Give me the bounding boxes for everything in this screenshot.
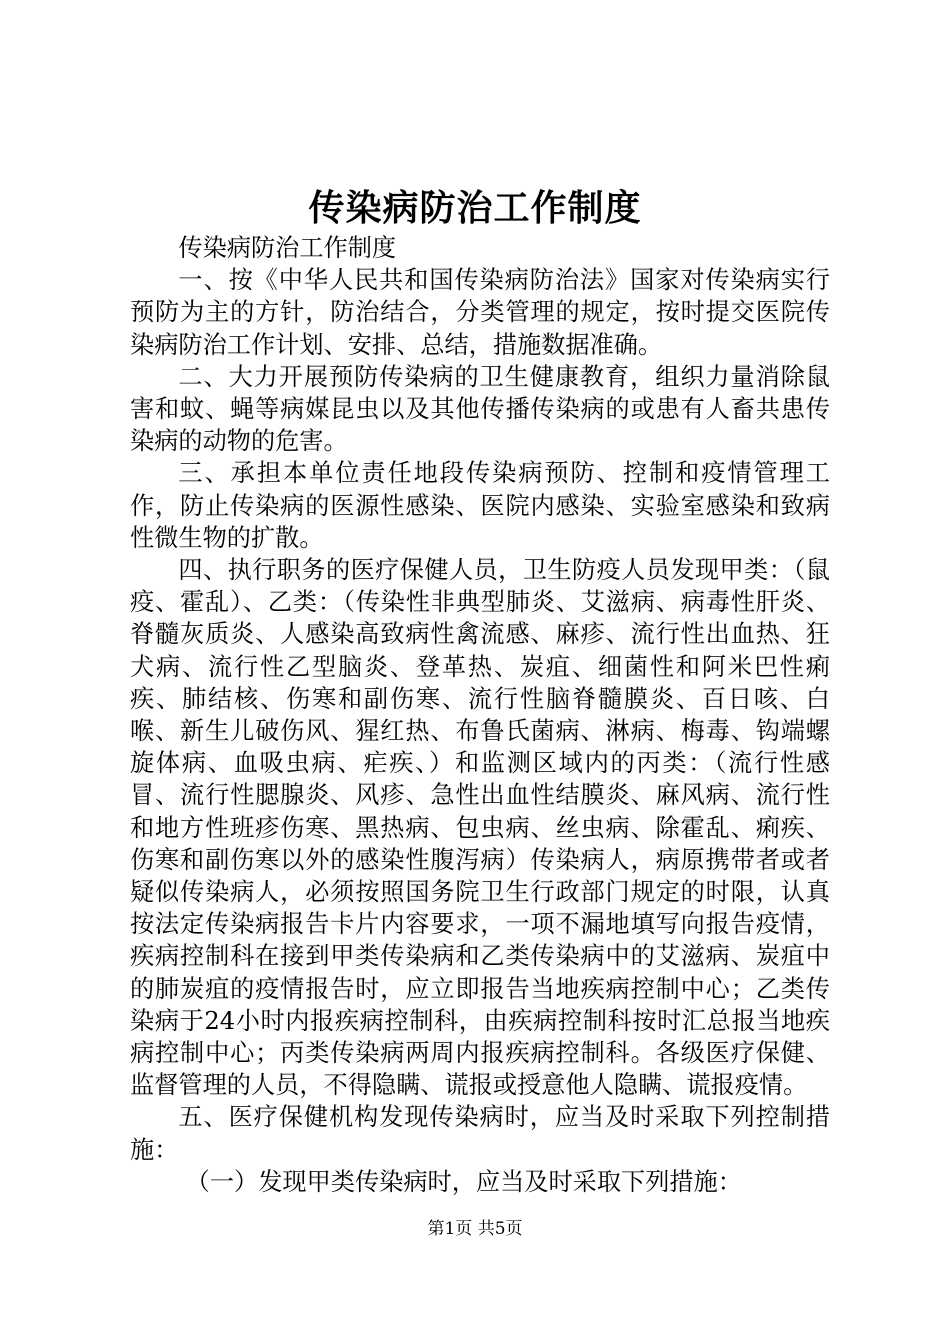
page-title: 传染病防治工作制度 (308, 187, 642, 229)
paragraph-item-5: 五、医疗保健机构发现传染病时，应当及时采取下列控制措施： (130, 1103, 830, 1164)
paragraph-item-3: 三、承担本单位责任地段传染病预防、控制和疫情管理工作，防止传染病的医源性感染、医院内感染、实验室感染和致病性微生物的扩散。 (130, 459, 830, 552)
paragraph-heading: 传染病防治工作制度 (178, 234, 397, 262)
document-body (130, 232, 830, 1198)
paragraph-item-2: 二、大力开展预防传染病的卫生健康教育，组织力量消除鼠害和蚊、蝇等病媒昆虫以及其他传播传染病的或患有人畜共患传染病的动物的危害。 (130, 362, 830, 456)
paragraph-subitem-1: （一）发现甲类传染病时，应当及时采取下列措施： (185, 1167, 742, 1196)
paragraph-item-4: 四、执行职务的医疗保健人员，卫生防疫人员发现甲类：（鼠疫、霍乱）、乙类：（传染性非典型肺炎、艾滋病、病毒性肝炎、脊髓灰质炎、人感染高致病性禽流感、麻疹、流行性出血热、狂犬病、流行性乙型脑炎、登革热、炭疽、细菌性和阿米巴性痢疾、肺结核、伤寒和副伤寒、流行性脑脊髓膜炎、百日咳、白喉、新生儿破伤风、猩红热、布鲁氏菌病、淋病、梅毒、钩端螺旋体病、血吸虫病、疟疾、）和监测区域内的丙类：（流行性感冒、流行性腮腺炎、风疹、急性出血性结膜炎、麻风病、流行性和地方性班疹伤寒、黑热病、包虫病、丝虫病、除霍乱、痢疾、伤寒和副伤寒以外的感染性腹泻病）传染病人，病原携带者或者疑似传染病人，必须按照国务院卫生行政部门规定的时限，认真按法定传染病报告卡片内容要求，一项不漏地填写向报告疫情，疾病控制科在接到甲类传染病和乙类传染病中的艾滋病、炭疽中的肺炭疽的疫情报告时，应立即报告当地疾病控制中心；乙类传染病于24小时内报疾病控制科，由疾病控制科按时汇总报当地疾病控制中心；丙类传染病两周内报疾病控制科。各级医疗保健、监督管理的人员，不得隐瞒、谎报或授意他人隐瞒、谎报疫情。 (130, 556, 830, 1100)
paragraph-item-1: 一、按《中华人民共和国传染病防治法》国家对传染病实行预防为主的方针，防治结合，分类管理的规定，按时提交医院传染病防治工作计划、安排、总结，措施数据准确。 (130, 266, 830, 359)
page-number-footer: 第1页 共5页 (427, 1219, 523, 1239)
